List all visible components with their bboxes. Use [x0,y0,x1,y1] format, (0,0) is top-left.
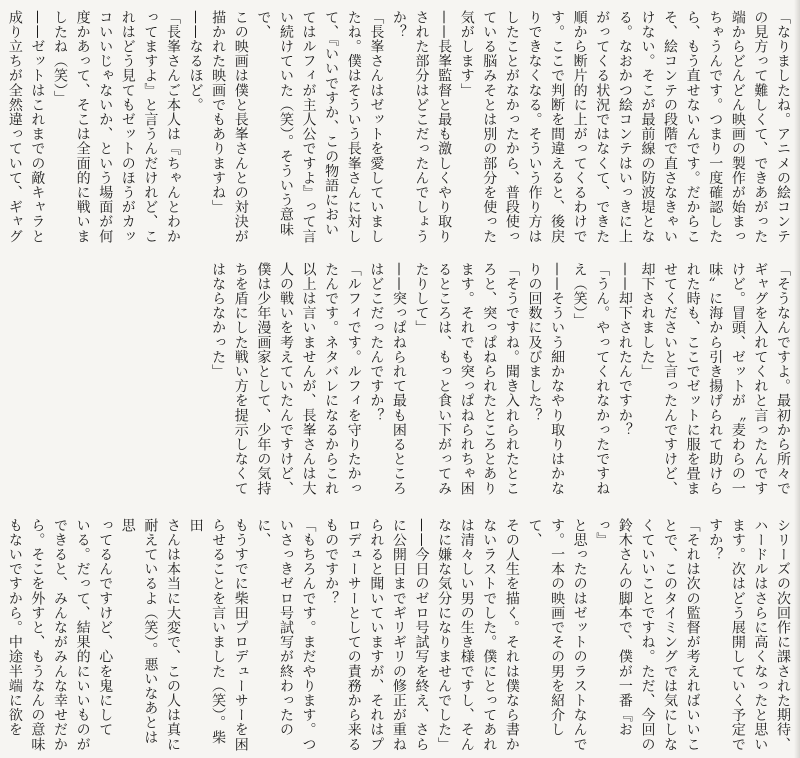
text-line: ら。そこを外すと、もうなんの意味 [29,518,46,752]
text-line: 以上は言いませんが、長峯さんは大 [300,262,317,496]
text-line: 「ルフィです。ルフィを守りたかっ [345,262,362,496]
text-line: りの回数に及びました？ [526,262,543,423]
text-line: 味〟に海から引き揚げられて助けら [707,262,724,496]
text-line: くていいことですね。ただ、今回の [639,518,656,752]
text-line: ハードルはさらに高くなったと思い [752,518,769,752]
text-line: ら、もう直せないんです。だからこ [684,10,701,244]
text-line: この映画は僕と長峯さんとの対決が [232,10,249,244]
text-line [0,518,3,758]
text-line: 度かあって、そこは全面的に戦いま [74,10,91,244]
text-line: と思ったのはゼットのラストなんで [571,518,588,752]
text-line: ギャグを入れてくれと言ったんです [752,262,769,496]
text-line: 成り立ちが全然違っていて、ギャグ [6,10,23,244]
text-line: ——そういう細かなやり取りはかな [549,262,566,496]
text-line: ——ゼットはこれまでの敵キャラと [29,10,46,244]
text-line: 「そうですね。聞き入れられたとこ [503,262,520,496]
text-line: がってくる状況ではなくて、できた [594,10,611,244]
text-line: す。一本の映画でその男を紹介して、 [526,518,566,737]
text-line: けど。冒頭、ゼットが〝麦わらの一 [729,262,746,496]
text-line: え（笑）」 [571,262,588,328]
text-line: りできなくなる。そういう作り方は [526,10,543,244]
text-line: 気がします」 [458,10,475,98]
text-line: ている脳みそとは別の部分を使った [481,10,498,244]
text-line: された部分はどこだったんでしょう [413,10,430,244]
text-line: 却下されました」 [639,262,656,379]
text-line: ってますよ』と言うんだけれど、こ [142,10,159,244]
text-line: は清々しい男の生き様ですし、そん [458,518,475,752]
text-line: もうすでに柴田プロデューサーを困 [232,518,249,752]
text-line: 「それは次の監督が考えればいいこ [684,518,701,752]
text-line: その人生を描く。それは僕なら書か [503,518,520,752]
text-line: 描かれた映画でもありますね」 [210,10,227,215]
text-line: ちを盾にした戦い方を提示しなくて [232,262,249,496]
text-line: 鈴木さんの脚本で、僕が一番『おっ』 [594,518,633,737]
text-line: したね（笑）」 [52,10,68,106]
text-line: もないですから。中途半端に欲を [6,518,23,737]
text-line: たね。僕はそういう長峯さんに対し [345,10,362,244]
text-line: に公開日までギリギリの修正が重ね [390,518,407,752]
text-line: できると、みんながみんな幸せだか [52,518,68,752]
text-line: ないラストでした。僕にとってあれ [481,518,498,752]
text-line: 順から断片的に上がってくるわけで [571,10,588,244]
text-tier-middle [200,262,794,502]
text-tier-bottom [4,518,794,758]
text-line: る。なおかつ絵コンテはいっきに上 [616,10,633,244]
text-line: てはルフィが主人公ですよ』って言 [300,10,317,244]
text-line: 「もちろんです。まだやります。つ [300,518,317,752]
text-line: の見方って難しくて、できあがった [752,10,769,244]
text-line: せてくださいと言ったんですけど、 [662,262,679,496]
text-line: はならなかった」 [210,262,227,379]
text-line: ものですか？ [323,518,340,606]
text-line: 「うん。やってくれなかったですね [594,262,611,496]
text-line: たりして」 [413,262,430,335]
text-line: すか？ [707,518,724,562]
text-line: 「長峯さんはゼットを愛していまし [368,10,385,244]
text-line: いる。だって、結果的にいいものが [74,518,91,752]
text-line: ます。次はどう展開していく予定で [729,518,746,752]
text-line: れはどう見てもゼットのほうがカッ [119,10,136,244]
text-line: したことがなかったから、普段使っ [503,10,520,244]
text-line: られると聞いていますが、それはプ [368,518,385,752]
text-line: ロデューサーとしての責務から来る [345,518,362,752]
text-line: そ、絵コンテの段階で直さなきゃい [662,10,679,244]
page-edge-shadow [794,0,800,758]
text-line: ってるんですけど、心を鬼にして [97,518,114,737]
text-line: 端からどんどん映画の製作が始まっ [729,10,746,244]
text-line: 人の戦いを考えていたんですけど、 [277,262,294,496]
text-line: 「長峯さんご本人は『ちゃんとわか [164,10,181,244]
text-line: なに嫌な気分になりませんでした」 [436,518,453,752]
text-tier-top [6,10,794,250]
text-line: ——却下されたんですか？ [616,262,633,438]
text-line: コいいじゃないか、という場面が何 [97,10,114,244]
text-line: ます。それでも突っぱねられちゃ困 [458,262,475,496]
text-line: 「そうなんですよ。最初から所々で [775,262,791,496]
text-line: とで、このタイミングでは気にしな [662,518,679,752]
text-line: けない。そこが最前線の防波堤とな [639,10,656,244]
text-line: ちゃうんです。つまり一度確認した [707,10,724,244]
text-line: いさっきゼロ号試写が終わったのに、 [255,518,294,737]
text-line: 僕は少年漫画家として、少年の気持 [255,262,272,496]
text-line: ——長峯監督と最も激しくやり取り [436,10,453,244]
text-line: ろと、突っぱねられたところとあり [481,262,498,496]
text-line: さんは本当に大変で、この人は真に [164,518,181,752]
text-line: たんです。ネタバレになるからこれ [323,262,340,496]
text-line: い続けていた（笑）。そういう意味で、 [255,10,294,237]
text-line: ——なるほど。 [187,10,204,113]
text-line: す。ここで判断を間違えると、後戻 [549,10,566,244]
text-line: か？ [390,10,407,40]
text-line: て、『いいですか、この物語におい [323,10,340,237]
text-line: るところは、もっと食い下がってみ [436,262,453,496]
text-line: ——突っぱねられて最も困るところ [390,262,407,496]
text-line: らせることを言いました（笑）。柴田 [187,518,227,745]
text-line: れた時も、ここでゼットに服を畳ま [684,262,701,496]
text-line: 耐えているよ（笑）。悪いなあとは思 [119,518,159,745]
text-line: 「なりましたね。アニメの絵コンテ [775,10,791,244]
text-line: はどこだったんですか？ [368,262,385,423]
text-line: シリーズの次回作に課された期待、 [775,518,791,752]
text-line: ——今日のゼロ号試写を終え、さら [413,518,430,752]
